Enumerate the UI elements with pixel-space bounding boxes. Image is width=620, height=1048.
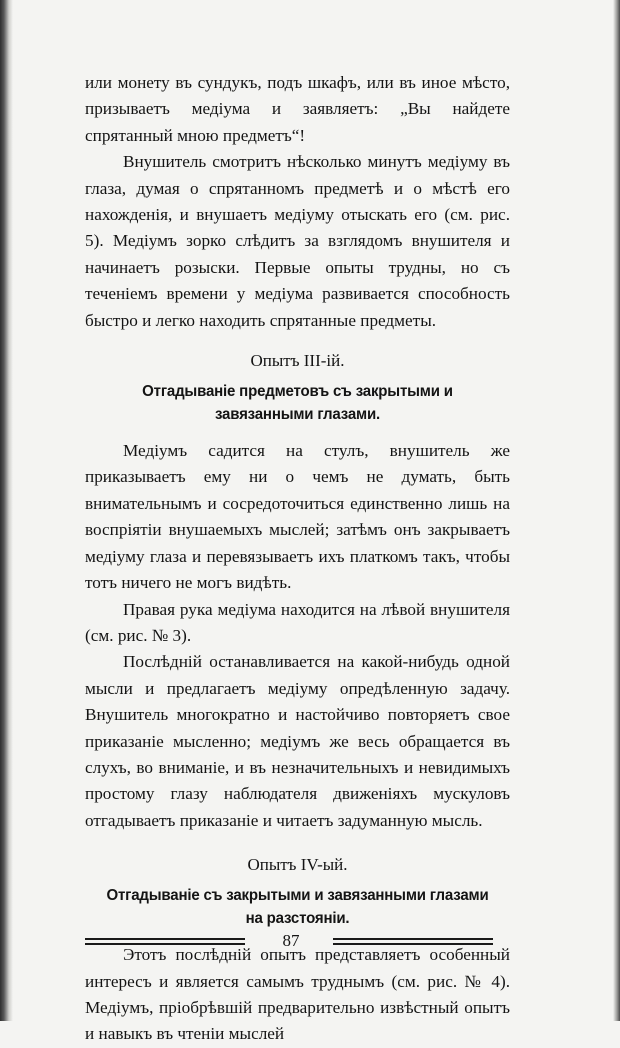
footer-rule-left bbox=[85, 938, 245, 945]
experiment-4-title: Отгадываніе съ закрытыми и завязанными глазами на разстояніи. bbox=[106, 887, 489, 928]
experiment-3-title: Отгадываніе предметовъ съ закрытыми и завязанными глазами. bbox=[142, 383, 453, 424]
page-footer bbox=[85, 928, 495, 954]
page-edge-shadow bbox=[613, 0, 620, 1021]
paragraph-inductor: Внушитель смотритъ нѣсколько минутъ медіуму въ глаза, думая о спрятанномъ предметѣ и о мѣстѣ его нахожденія, и внушаетъ медіуму отыскать его (см. рис. 5). Медіумъ зорко слѣдитъ за взглядомъ внушителя и начинаетъ розыски. Первые опыты трудны, но съ теченіемъ времени у медіума развивается способность быстро и легко находить спрятанные предметы. bbox=[85, 152, 510, 330]
experiment-3-paragraph: Правая рука медіума находится на лѣвой внушителя (см. рис. № 3). bbox=[85, 599, 510, 645]
experiment-3-label: Опытъ III-ій. bbox=[250, 351, 345, 371]
paragraph-continued: или монету въ сундукъ, подъ шкафъ, или въ иное мѣсто, призываетъ медіума и заявляетъ: „Вы найдете спрятанный мною предметъ“! bbox=[85, 73, 510, 145]
page-binding-shadow bbox=[0, 0, 13, 1021]
experiment-4-label: Опытъ IV-ый. bbox=[247, 855, 348, 875]
footer-rule-right bbox=[333, 938, 493, 945]
experiment-4-paragraph: Этотъ послѣдній опытъ представляетъ особенный интересъ и является самымъ труднымъ (см. рис. № 4). Медіумъ, пріобрѣвшій предварительно извѣстный опытъ и навыкъ въ чтеніи мыслей bbox=[85, 945, 510, 1044]
experiment-3-paragraph: Послѣдній останавливается на какой-нибудь одной мысли и предлагаетъ медіуму опредѣленную задачу. Внушитель многократно и настойчиво повторяетъ свое приказаніе мысленно; медіумъ же весь обращается въ слухъ, во вниманіе, и въ незначительныхъ и невидимыхъ простому глазу наблюдателя движеніяхъ мускуловъ отгадываетъ приказаніе и читаетъ задуманную мысль. bbox=[85, 652, 510, 830]
experiment-3-paragraph: Медіумъ садится на стулъ, внушитель же приказываетъ ему ни о чемъ не думать, быть внимательнымъ и сосредоточиться единственно лишь на воспріятіи внушаемыхъ мыслей; затѣмъ онъ закрываетъ медіуму глаза и перевязываетъ ихъ платкомъ такъ, чтобы тотъ ничего не могъ видѣть. bbox=[85, 441, 510, 593]
page-body bbox=[85, 70, 510, 1048]
page-number: 87 bbox=[282, 931, 300, 950]
